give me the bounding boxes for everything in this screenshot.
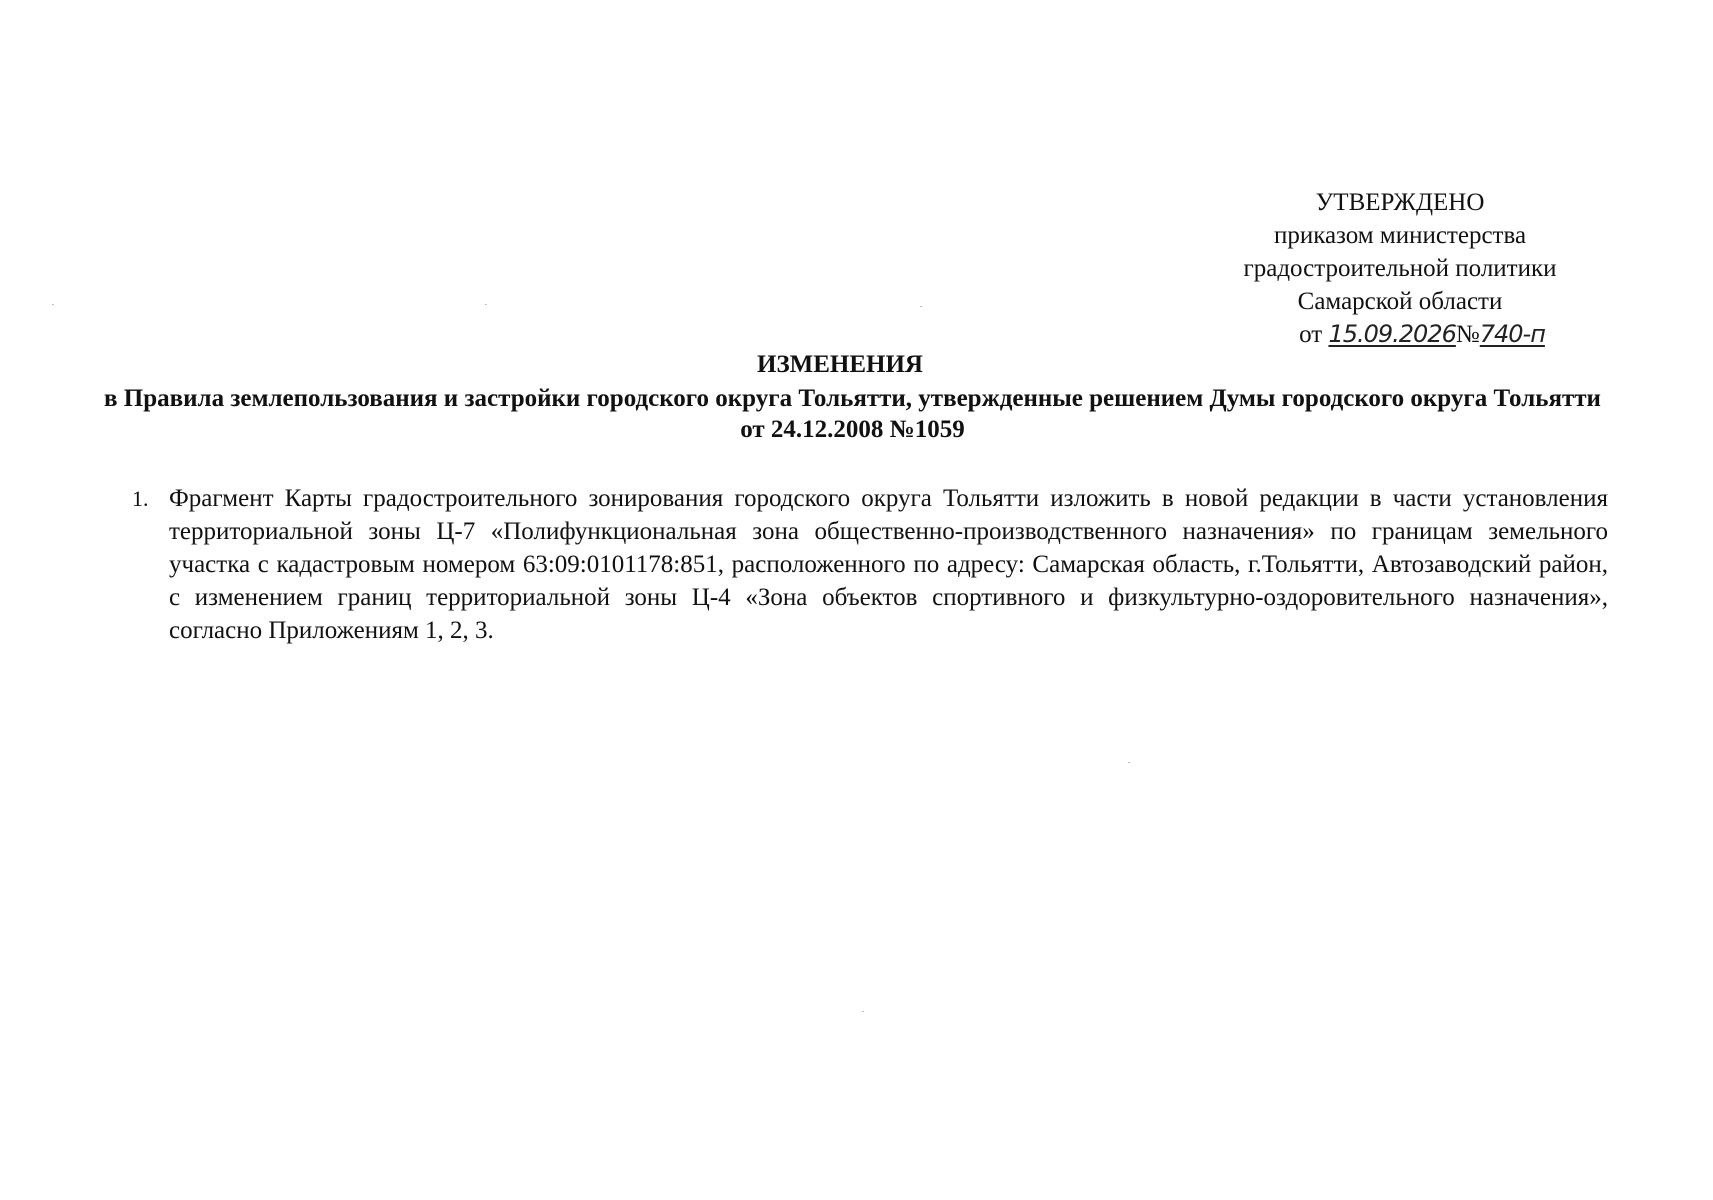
scan-speck [485, 304, 487, 305]
approval-line-3: Самарской области [1297, 288, 1503, 315]
scan-speck [920, 306, 922, 307]
approval-date-prefix: от [1299, 321, 1323, 348]
changes-list [130, 482, 1608, 647]
approval-date-handwritten: 15.09.2026 [1328, 320, 1456, 348]
list-item [130, 482, 1608, 647]
approval-number-prefix: № [1455, 321, 1480, 348]
scan-speck [52, 304, 54, 305]
approval-date-line [1190, 318, 1610, 351]
approval-heading: УТВЕРЖДЕНО [1315, 189, 1485, 216]
approval-stamp-block [1190, 186, 1610, 351]
approval-line-2: градостроительной политики [1243, 255, 1557, 282]
list-item-text: Фрагмент Карты градостроительного зонирования городского округа Тольятти изложить в новой редакции в части установления территориальной зоны Ц-7 «Полифункциональная зона общественно-производственного назначения» по границам земельного участка с кадастровым номером 63:09:0101178:851, расположенного по адресу: Самарская область, г.Тольятти, Автозаводский район, с изменением границ территориальной зоны Ц-4 «Зона объектов спортивного и физкультурно-оздоровительного назначения», согласно Приложениям 1, 2, 3. [169, 485, 1608, 644]
approval-line-1: приказом министерства [1273, 222, 1527, 249]
scan-speck [1128, 762, 1130, 763]
list-item-number: 1. [132, 486, 149, 511]
scan-speck [862, 1011, 864, 1012]
document-title: ИЗМЕНЕНИЯ [757, 351, 923, 378]
document-subtitle: в Правила землепользования и застройки городского округа Тольятти, утвержденные решением Думы городского округа Тольятти от 24.12.2008 №1059 [104, 385, 1601, 443]
approval-number-handwritten: 740-п [1479, 320, 1545, 348]
